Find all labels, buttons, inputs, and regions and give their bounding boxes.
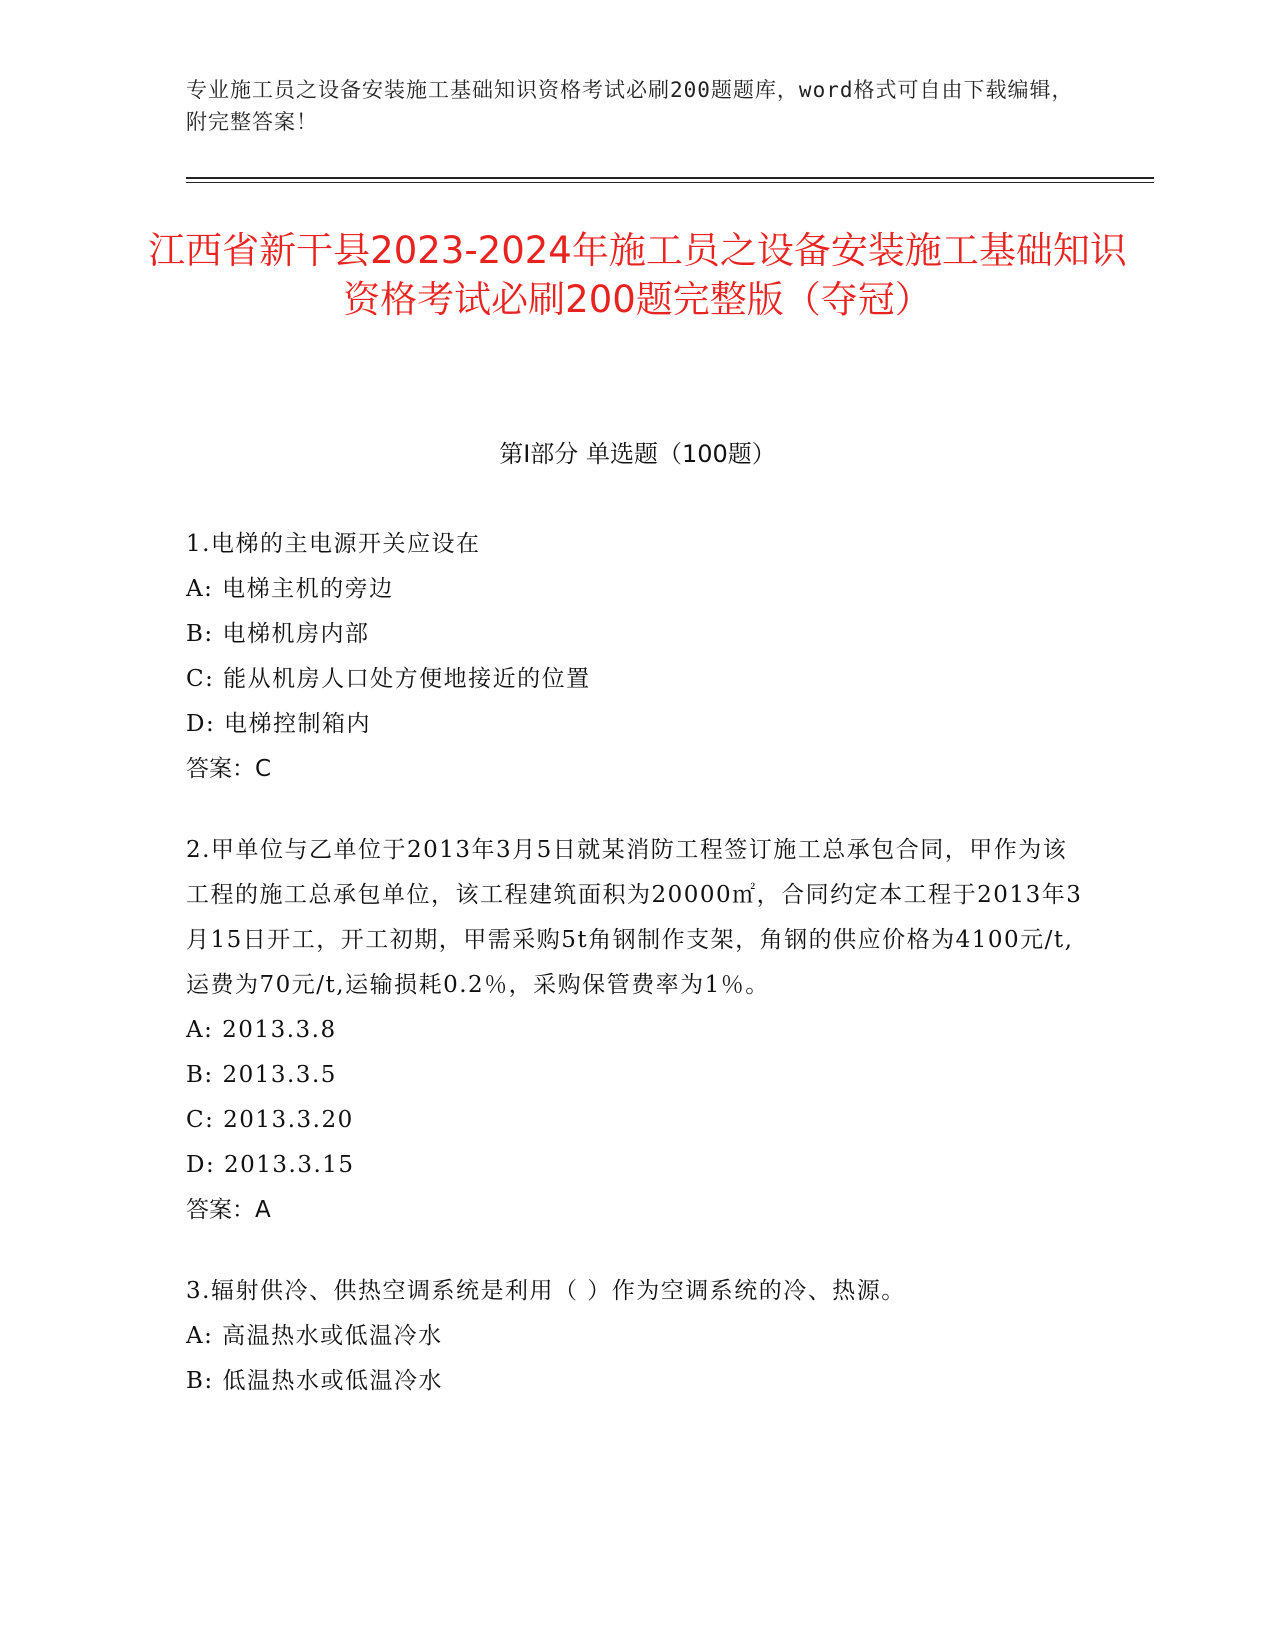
- option-d: D: 2013.3.15: [186, 1152, 355, 1178]
- section-title: 第Ⅰ部分 单选题（100题）: [499, 440, 776, 468]
- option-b: B: 2013.3.5: [186, 1062, 337, 1088]
- question-2: [186, 828, 1086, 1233]
- question-stem: 1.电梯的主电源开关应设在: [186, 531, 481, 557]
- option-b: B: 电梯机房内部: [186, 621, 370, 647]
- question-3: [186, 1269, 1086, 1404]
- document-title: 江西省新干县2023-2024年施工员之设备安装施工基础知识资格考试必刷200题完整版（夺冠）: [148, 229, 1127, 321]
- question-1: [186, 522, 1086, 792]
- option-a: A: 高温热水或低温冷水: [186, 1323, 443, 1349]
- question-stem: 2.甲单位与乙单位于2013年3月5日就某消防工程签订施工总承包合同，甲作为该工程的施工总承包单位，该工程建筑面积为20000㎡，合同约定本工程于2013年3月15日开工，开工初期，甲需采购5t角钢制作支架，角钢的供应价格为4100元/t,运费为70元/t,运输损耗0.2％，采购保管费率为1％。: [186, 837, 1083, 998]
- option-d: D: 电梯控制箱内: [186, 711, 372, 737]
- question-list: [186, 522, 1086, 1440]
- header-note: 专业施工员之设备安装施工基础知识资格考试必刷200题题库，word格式可自由下载编辑，附完整答案！: [186, 78, 1074, 134]
- option-a: A: 电梯主机的旁边: [186, 576, 394, 602]
- option-a: A: 2013.3.8: [186, 1017, 337, 1043]
- answer-key: 答案：A: [186, 1197, 271, 1223]
- header-divider-thin: [186, 182, 1154, 183]
- header-divider-thick: [186, 177, 1154, 179]
- option-b: B: 低温热水或低温冷水: [186, 1368, 443, 1394]
- question-stem: 3.辐射供冷、供热空调系统是利用（ ）作为空调系统的冷、热源。: [186, 1278, 906, 1304]
- option-c: C: 2013.3.20: [186, 1107, 354, 1133]
- option-c: C: 能从机房人口处方便地接近的位置: [186, 666, 591, 692]
- answer-key: 答案：C: [186, 756, 272, 782]
